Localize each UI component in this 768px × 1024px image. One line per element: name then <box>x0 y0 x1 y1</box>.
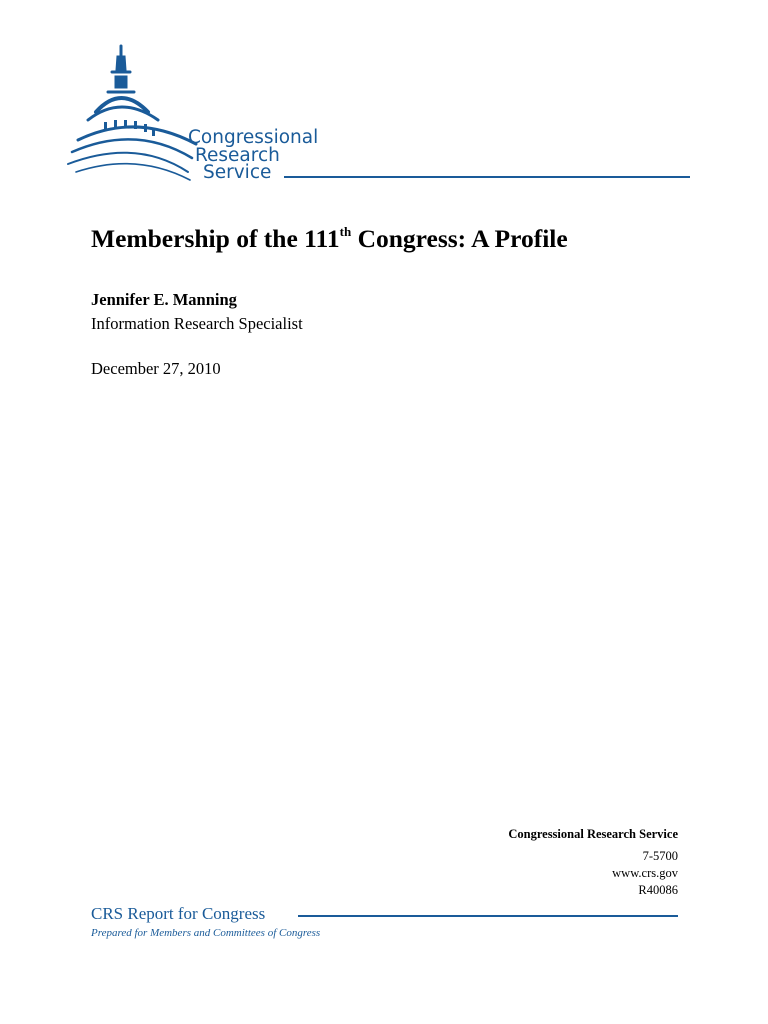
logo-line-2: Research <box>195 144 280 166</box>
footer-rule <box>298 915 678 917</box>
org-phone: 7-5700 <box>642 849 678 863</box>
crs-logo <box>66 40 696 190</box>
logo-wordmark <box>188 129 318 182</box>
title-prefix: Membership of the 111 <box>91 224 340 253</box>
logo-line-1: Congressional <box>188 127 319 148</box>
logo-rule <box>284 176 690 178</box>
org-name: Congressional Research Service <box>508 827 678 841</box>
logo-line-3: Service <box>203 162 272 183</box>
footer-subtitle: Prepared for Members and Committees of Congress <box>91 927 321 939</box>
title-suffix: Congress: A Profile <box>351 224 568 253</box>
org-info <box>508 826 678 899</box>
org-website: www.crs.gov <box>612 866 678 880</box>
footer-title: CRS Report for Congress <box>91 904 266 923</box>
report-title <box>91 224 568 254</box>
author-name: Jennifer E. Manning <box>91 290 237 309</box>
report-date: December 27, 2010 <box>91 359 221 378</box>
title-superscript: th <box>339 223 352 239</box>
author-position: Information Research Specialist <box>91 314 303 333</box>
report-number: R40086 <box>638 883 678 897</box>
